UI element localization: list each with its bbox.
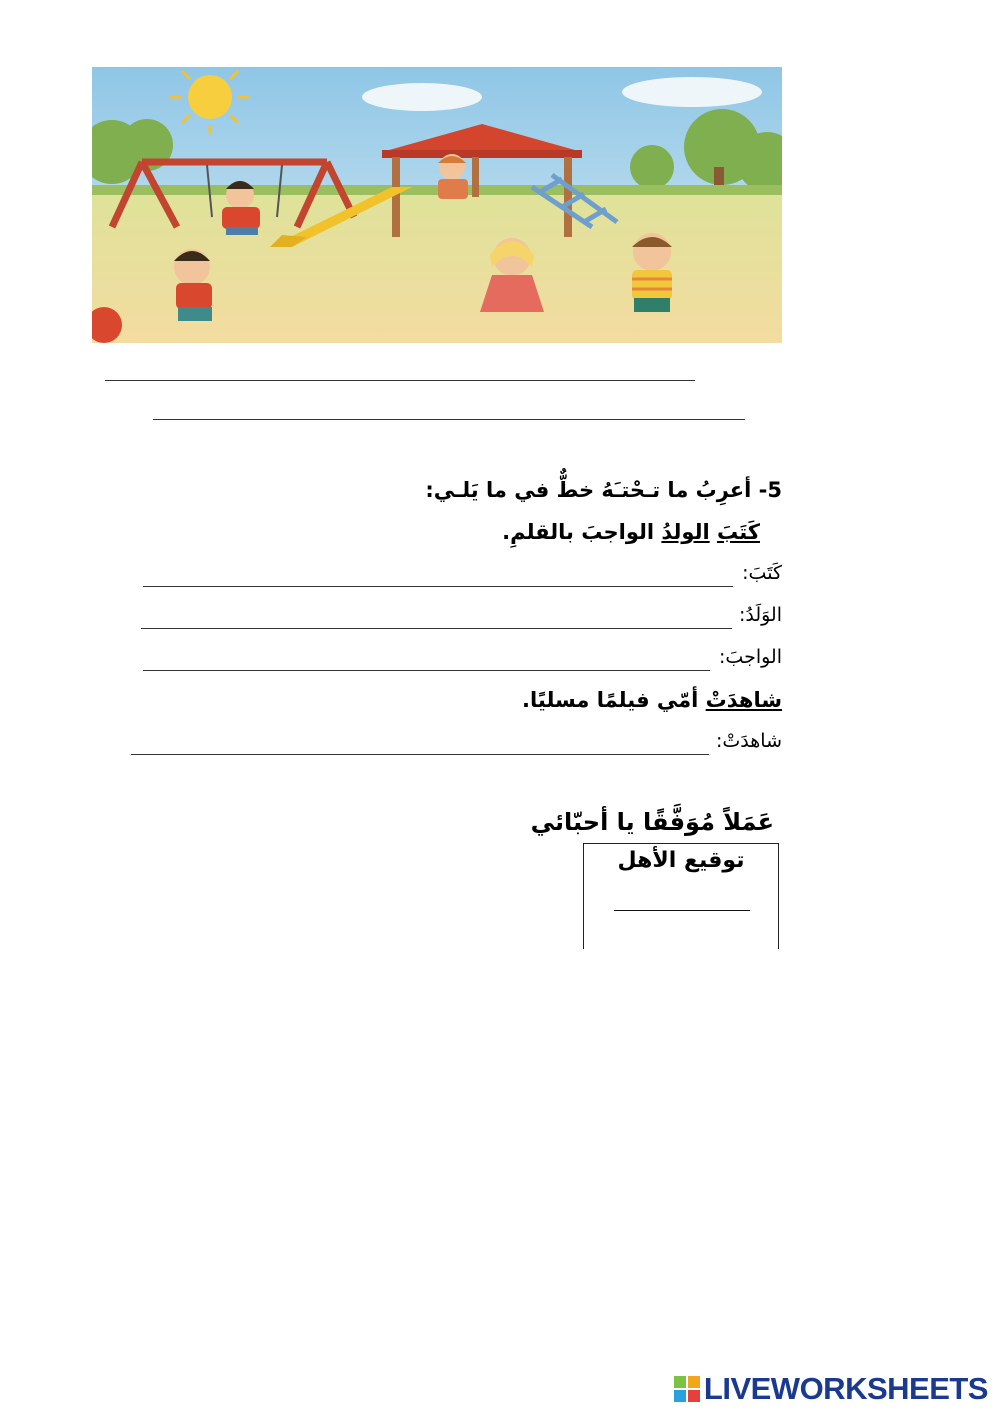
exercise-title: 5- أعرِبُ ما تـحْتـَهُ خطٌّ في ما يَلـي: — [425, 478, 782, 502]
item-label: الوَلَدُ: — [738, 604, 782, 626]
answer-line[interactable] — [153, 419, 745, 420]
answer-line[interactable] — [143, 586, 733, 587]
item-label: كَتَبَ: — [742, 562, 782, 584]
item-label: الواجبَ: — [719, 646, 782, 668]
liveworksheets-logo — [674, 1371, 988, 1407]
sentence-word: الواجبَ — [581, 520, 655, 544]
example-sentence-2 — [522, 688, 782, 712]
sentence-rest: أمّي فيلمًا مسليًا. — [522, 688, 699, 712]
signature-title: توقيع الأهل — [617, 848, 745, 873]
signature-line[interactable] — [614, 910, 750, 911]
item-label: شاهدَتْ: — [716, 730, 782, 752]
answer-line[interactable] — [143, 670, 710, 671]
underlined-word: الولدُ — [661, 520, 710, 544]
playground-illustration — [92, 67, 782, 343]
playground-illustration-svg — [92, 67, 782, 343]
parent-signature-box — [583, 843, 779, 949]
sentence-word: بالقلمِ. — [502, 520, 574, 544]
answer-line[interactable] — [141, 628, 732, 629]
example-sentence-1 — [502, 520, 760, 544]
liveworksheets-icon — [674, 1376, 700, 1402]
answer-line[interactable] — [131, 754, 709, 755]
underlined-word: شاهدَتْ — [705, 688, 782, 712]
closing-message: عَمَلاً مُوَفَّقًا يا أحبّائي — [530, 808, 774, 836]
brand-text: LIVEWORKSHEETS — [703, 1371, 988, 1406]
answer-line[interactable] — [105, 380, 695, 381]
underlined-word: كَتَبَ — [716, 520, 760, 544]
